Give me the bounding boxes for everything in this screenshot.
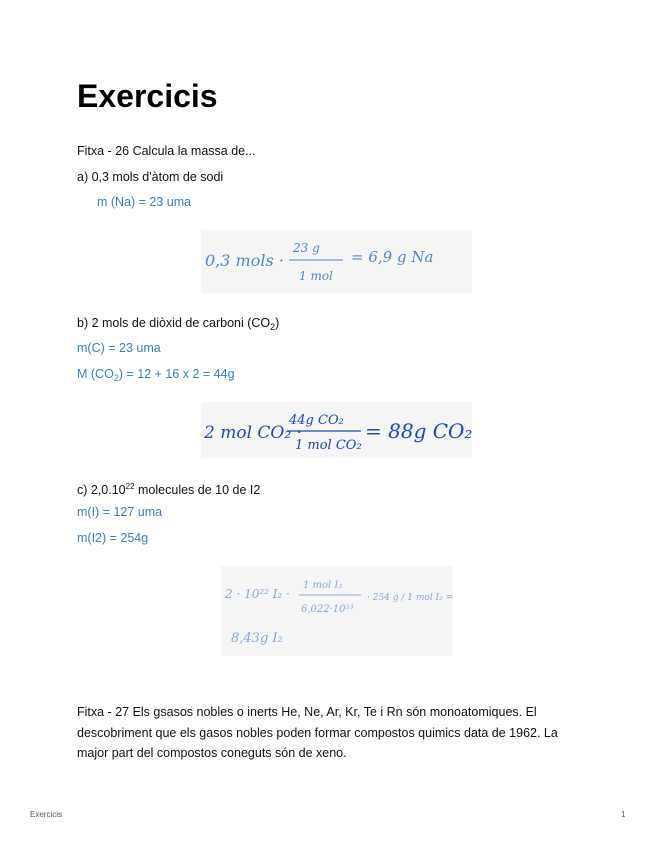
hw-b-num: 44g CO₂ (289, 413, 344, 428)
data-b-1: m(C) = 23 uma (77, 341, 161, 355)
page-number: 1 (621, 810, 626, 819)
handwritten-calc-c (221, 566, 453, 656)
hw-a-num: 23 g (293, 241, 320, 255)
hw-b-t1: 2 mol CO₂ · (204, 423, 302, 443)
page-title: Exercicis (77, 78, 218, 114)
hw-c-num: 1 mol I₂ (303, 580, 343, 591)
question-c: c) 2,0.10$^{22}$ molecules de 10 de I2 (77, 482, 261, 497)
handwritten-calc-a (201, 230, 472, 293)
hw-a-den: 1 mol (299, 269, 333, 283)
data-a-1: m (Na) = 23 uma (97, 195, 192, 209)
data-c-2: m(I2) = 254g (77, 531, 149, 545)
fitxa-26-heading: Fitxa - 26 Calcula la massa de... (77, 144, 256, 158)
fitxa-27-paragraph: Fitxa - 27 Els gsasos nobles o inerts He, Ne, Ar, Kr, Te i Rn són monoatomiques. El descobriment que els gasos nobles poden formar compostos quimics data de 1962. La major part del compostos coneguts són de xeno. (77, 705, 558, 760)
hw-b-den: 1 mol CO₂ (295, 438, 362, 453)
question-a: a) 0,3 mols d'àtom de sodi (77, 170, 224, 184)
handwritten-calc-b (201, 402, 472, 458)
footer-title: Exercicis (30, 810, 63, 819)
data-b-2: M $(CO_2) = 12 + 16$ x 2 = 44g (77, 367, 235, 383)
hw-b-t2: = 88g CO₂ (365, 419, 472, 443)
hw-c-den: 6,022·10²³ (301, 604, 354, 615)
hw-a-t2: = 6,9 g Na (351, 248, 434, 266)
hw-c-t1: 2 · 10²² I₂ · (225, 587, 290, 601)
hw-c-t2: · 254 g / 1 mol I₂ = (367, 593, 453, 603)
question-b: b) 2 mols de diòxid de carboni $(CO_2)$ (77, 316, 280, 332)
data-c-1: m(I) = 127 uma (77, 505, 163, 519)
hw-c-t3: 8,43g I₂ (231, 631, 283, 646)
hw-a-t1: 0,3 mols · (205, 251, 284, 270)
